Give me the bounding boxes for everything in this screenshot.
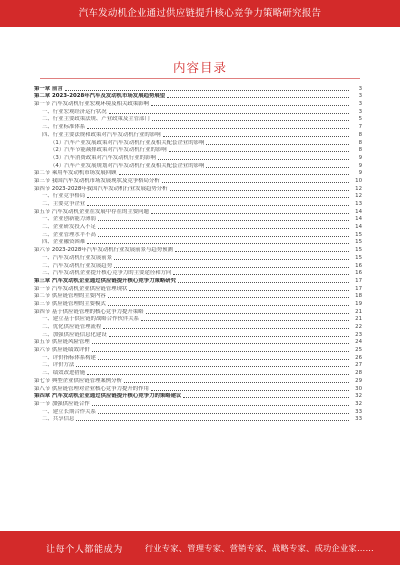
toc-entry-label: （4）汽车产业发展规划对汽车发动机行业及相关配套企业的影响 xyxy=(50,162,205,169)
toc-entry[interactable] xyxy=(34,316,362,324)
footer-slogan: 让每个人都能成为 xyxy=(46,544,123,555)
toc-entry-page: 28 xyxy=(355,370,362,377)
toc-entry-label: 三、绩效改进措施 xyxy=(42,370,86,377)
toc-leader-dots xyxy=(87,128,349,129)
toc-entry-label: 二、汽车发动机行业发展趋势 xyxy=(42,262,113,269)
toc-entry-label: 一、企业创新能力薄弱 xyxy=(42,216,96,223)
toc-entry-label: 第七节 典型企业供应链管理案例分析 xyxy=(34,377,122,384)
toc-entry[interactable] xyxy=(34,416,362,424)
toc-entry[interactable] xyxy=(34,216,362,224)
toc-leader-dots xyxy=(170,190,349,191)
toc-entry[interactable] xyxy=(34,408,362,416)
toc-entry[interactable] xyxy=(34,131,362,139)
toc-leader-dots xyxy=(162,182,349,183)
toc-entry-page: 17 xyxy=(355,277,362,284)
toc-entry-page: 18 xyxy=(355,293,362,300)
toc-entry[interactable] xyxy=(34,262,362,270)
toc-leader-dots xyxy=(152,120,349,121)
toc-entry-page: 7 xyxy=(358,124,362,131)
toc-entry-page: 33 xyxy=(355,416,362,423)
toc-entry-label: 二、评价方法 xyxy=(42,362,75,369)
toc-entry-page: 23 xyxy=(355,331,362,338)
toc-entry-page: 9 xyxy=(358,154,362,161)
toc-leader-dots xyxy=(158,159,349,160)
report-footer xyxy=(0,531,400,565)
toc-entry-page: 26 xyxy=(355,354,362,361)
toc-entry[interactable] xyxy=(34,170,362,178)
toc-entry-label: 四、企业融资困难 xyxy=(42,239,86,246)
toc-entry-page: 24 xyxy=(355,339,362,346)
toc-entry-page: 33 xyxy=(355,408,362,415)
toc-leader-dots xyxy=(206,144,349,145)
toc-leader-dots xyxy=(87,205,349,206)
toc-entry-page: 16 xyxy=(355,270,362,277)
toc-leader-dots xyxy=(87,374,349,375)
toc-leader-dots xyxy=(178,282,349,283)
toc-leader-dots xyxy=(163,136,349,137)
toc-entry-label: （3）汽车消费政策对汽车发动机行业的影响 xyxy=(50,154,156,161)
toc-entry-label: 第五节 汽车发动机企业在发展中存在的主要问题 xyxy=(34,208,149,215)
toc-entry-page: 9 xyxy=(358,162,362,169)
toc-leader-dots xyxy=(109,336,349,337)
toc-entry[interactable] xyxy=(34,154,362,162)
toc-entry-label: 第四节 基于供应链管理的核心竞争力提升策略 xyxy=(34,308,144,315)
toc-entry-page: 22 xyxy=(355,324,362,330)
toc-entry-label: 第六节 2023-2028年汽车发动机行业发展前景与趋势预测 xyxy=(34,247,173,254)
toc-entry-label: 三、行业标准体系 xyxy=(42,124,86,131)
toc-entry[interactable] xyxy=(34,123,362,131)
toc-leader-dots xyxy=(175,251,349,252)
toc-entry-page: 15 xyxy=(355,239,362,246)
toc-entry[interactable] xyxy=(34,377,362,385)
toc-entry-page: 21 xyxy=(355,316,362,323)
toc-leader-dots xyxy=(119,174,349,175)
toc-entry-page: 9 xyxy=(358,170,362,177)
toc-leader-dots xyxy=(124,382,349,383)
toc-entry[interactable] xyxy=(34,400,362,408)
toc-divider xyxy=(40,78,360,79)
toc-entry[interactable] xyxy=(34,231,362,239)
toc-entry-page: 14 xyxy=(355,224,362,231)
toc-entry[interactable] xyxy=(34,185,362,193)
toc-entry-label: 一、评价指标体系构建 xyxy=(42,354,96,361)
toc-leader-dots xyxy=(92,405,349,406)
toc-entry-page: 12 xyxy=(355,185,362,192)
toc-entry-page: 14 xyxy=(355,208,362,215)
toc-entry-label: 一、汽车发动机行业发展前景 xyxy=(42,254,113,261)
toc-leader-dots xyxy=(173,274,349,275)
toc-entry-page: 17 xyxy=(355,285,362,292)
toc-entry[interactable] xyxy=(34,285,362,293)
toc-leader-dots xyxy=(206,167,349,168)
toc-entry[interactable] xyxy=(34,108,362,116)
toc-entry[interactable] xyxy=(34,354,362,362)
footer-roles: 行业专家、管理专家、营销专家、战略专家、成功企业家…… xyxy=(144,542,374,553)
toc-leader-dots xyxy=(151,390,349,391)
toc-leader-dots xyxy=(146,313,349,314)
toc-leader-dots xyxy=(87,243,349,244)
toc-leader-dots xyxy=(92,343,349,344)
toc-entry-label: 第二节 供应链管理的主要内容 xyxy=(34,293,106,300)
toc-heading: 内容目录 xyxy=(172,60,227,75)
toc-entry-label: （2）汽车节能减排政策对汽车发动机行业的影响 xyxy=(50,147,167,154)
toc-entry-page: 10 xyxy=(355,177,362,184)
toc-entry-page: 13 xyxy=(355,201,362,207)
toc-entry-label: 第一节 加强供应链合作 xyxy=(34,400,90,407)
toc-leader-dots xyxy=(109,113,349,114)
toc-entry-label: 二、企业研发投入不足 xyxy=(42,224,96,231)
toc-entry-label: 第八节 供应链管理对企业核心竞争力提升的作用 xyxy=(34,385,149,392)
toc-entry[interactable] xyxy=(34,300,362,308)
toc-entry[interactable] xyxy=(34,239,362,247)
toc-entry[interactable] xyxy=(34,162,362,170)
toc-entry-label: 第四节 2023-2028年我国汽车发动机行业发展趋势分析 xyxy=(34,185,168,192)
toc-entry-label: 二、主要竞争企业 xyxy=(42,201,86,207)
toc-entry[interactable] xyxy=(34,308,362,316)
toc-entry-label: 二、行业主要政策法规、产业政策及主管部门 xyxy=(42,116,150,123)
toc-entry[interactable] xyxy=(34,270,362,278)
toc-entry[interactable] xyxy=(34,369,362,377)
toc-entry[interactable] xyxy=(34,147,362,155)
toc-entry-page: 3 xyxy=(358,108,362,115)
toc-entry[interactable] xyxy=(34,323,362,331)
toc-entry-page: 5 xyxy=(358,116,362,123)
toc-entry-label: 第二节 乘用车发动机市场发展回顾 xyxy=(34,170,117,177)
toc-leader-dots xyxy=(87,197,349,198)
toc-entry[interactable] xyxy=(34,277,362,285)
toc-entry-label: 第一节 汽车发动机企业供应链管理现状 xyxy=(34,285,128,292)
toc-entry[interactable] xyxy=(34,331,362,339)
toc-entry-page: 16 xyxy=(355,262,362,269)
toc-entry-label: 三、加强供应链信息化建设 xyxy=(42,331,107,338)
toc-entry[interactable] xyxy=(34,200,362,208)
toc-entry[interactable] xyxy=(34,208,362,216)
toc-entry-page: 12 xyxy=(355,193,362,200)
toc-entry-label: 三、汽车发动机企业提升核心竞争力的主要途径和方向 xyxy=(42,270,172,277)
toc-entry[interactable] xyxy=(34,346,362,354)
toc-leader-dots xyxy=(141,320,349,321)
toc-entry-page: 15 xyxy=(355,254,362,261)
toc-entry-label: 一、建立长期合作关系 xyxy=(42,408,96,415)
toc-entry-label: 第一节 汽车发动机行业宏观环境及相关政策影响 xyxy=(34,101,149,108)
toc-entry-page: 30 xyxy=(355,385,362,392)
toc-entry-page: 3 xyxy=(358,93,362,100)
toc-entry-page: 8 xyxy=(358,139,362,146)
toc-entry-label: 三、企业管理水平不高 xyxy=(42,231,96,238)
toc-entry-page: 3 xyxy=(358,101,362,108)
toc-entry-label: 四、行业主要法规和政策对汽车发动机行业的影响 xyxy=(42,131,161,138)
toc-entry[interactable] xyxy=(34,93,362,101)
toc-entry[interactable] xyxy=(34,100,362,108)
toc-entry-label: 二、共享信息 xyxy=(42,416,75,423)
toc-entry-page: 14 xyxy=(355,216,362,223)
toc-leader-dots xyxy=(169,151,349,152)
toc-entry-label: 二、优化供应链管理流程 xyxy=(42,324,102,330)
toc-entry-page: 21 xyxy=(355,308,362,315)
toc-entry-label: 第五节 供应链风险管理 xyxy=(34,339,90,346)
toc-entry-page: 27 xyxy=(355,362,362,369)
toc-entry[interactable] xyxy=(34,223,362,231)
toc-entry-page: 32 xyxy=(355,400,362,407)
toc-entry[interactable] xyxy=(34,293,362,301)
toc-entry-label: 第三节 我国汽车发动机市场发展现状及竞争格局分析 xyxy=(34,177,160,184)
toc-entry-label: 第四章 汽车发动机企业通过供应链提升核心竞争力的策略建议 xyxy=(34,393,182,400)
toc-entry-page: 3 xyxy=(358,85,362,92)
toc-entry[interactable] xyxy=(34,254,362,262)
toc-leader-dots xyxy=(76,420,349,421)
toc-entry[interactable] xyxy=(34,116,362,124)
toc-entry-label: 一、行业竞争格局 xyxy=(42,193,86,200)
toc-entry-label: 第一章 前言 xyxy=(34,85,63,92)
report-header xyxy=(0,0,400,27)
toc-leader-dots xyxy=(129,290,349,291)
toc-entry-label: （1）汽车产业发展政策对汽车发动机行业及相关配套企业的影响 xyxy=(50,139,205,146)
toc-leader-dots xyxy=(98,220,349,221)
toc-entry-page: 8 xyxy=(358,147,362,154)
report-title: 汽车发动机企业通过供应链提升核心竞争力策略研究报告 xyxy=(78,8,322,19)
toc-leader-dots xyxy=(151,213,349,214)
toc-entry[interactable] xyxy=(34,85,362,93)
toc-entry-page: 19 xyxy=(355,300,362,307)
toc-entry-label: 第三节 供应链管理的主要模式 xyxy=(34,300,106,307)
toc-entry[interactable] xyxy=(34,339,362,347)
toc-leader-dots xyxy=(98,236,349,237)
toc-leader-dots xyxy=(114,267,349,268)
toc-leader-dots xyxy=(114,259,349,260)
toc-leader-dots xyxy=(98,413,349,414)
toc-entry[interactable] xyxy=(34,177,362,185)
table-of-contents xyxy=(34,85,362,423)
toc-leader-dots xyxy=(167,97,349,98)
toc-entry[interactable] xyxy=(34,393,362,401)
toc-entry[interactable] xyxy=(34,385,362,393)
toc-entry-page: 15 xyxy=(355,231,362,238)
toc-leader-dots xyxy=(151,105,349,106)
toc-leader-dots xyxy=(108,305,349,306)
toc-leader-dots xyxy=(98,359,349,360)
toc-entry-page: 29 xyxy=(355,377,362,384)
toc-entry-label: 第二章 2023-2028年汽车及发动机市场发展趋势展望 xyxy=(34,93,166,100)
toc-leader-dots xyxy=(98,228,349,229)
toc-leader-dots xyxy=(76,366,349,367)
toc-leader-dots xyxy=(103,328,349,329)
toc-leader-dots xyxy=(108,297,349,298)
toc-entry-label: 第三章 汽车发动机企业通过供应链提升核心竞争力策略研究 xyxy=(34,277,177,284)
toc-leader-dots xyxy=(65,90,349,91)
toc-entry[interactable] xyxy=(34,362,362,370)
toc-entry-page: 15 xyxy=(355,247,362,254)
toc-entry-label: 第六节 供应链绩效评价 xyxy=(34,347,90,354)
toc-entry-label: 一、行业宏观经济运行状况 xyxy=(42,108,107,115)
toc-entry-label: 一、建立基于供应链的战略合作伙伴关系 xyxy=(42,316,140,323)
toc-entry-page: 8 xyxy=(358,131,362,138)
toc-leader-dots xyxy=(92,351,349,352)
toc-entry-page: 32 xyxy=(355,393,362,400)
toc-entry[interactable] xyxy=(34,193,362,201)
toc-entry[interactable] xyxy=(34,139,362,147)
toc-entry[interactable] xyxy=(34,246,362,254)
toc-entry-page: 25 xyxy=(355,347,362,354)
toc-leader-dots xyxy=(183,397,349,398)
